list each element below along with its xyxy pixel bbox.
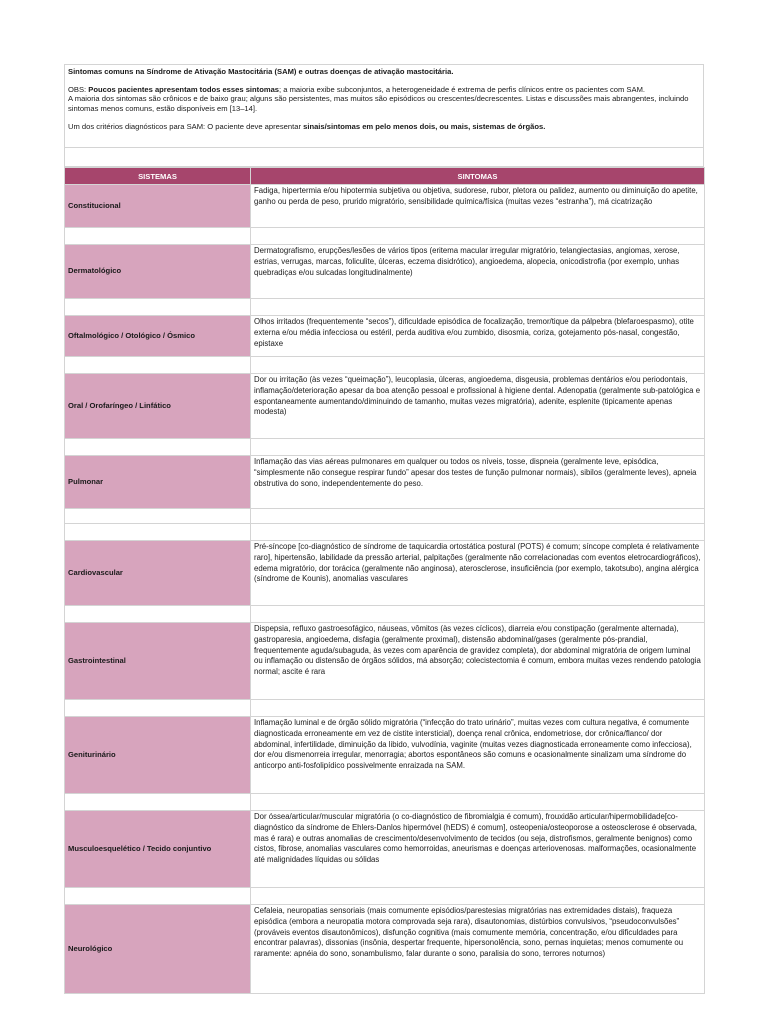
table-row	[65, 905, 705, 994]
intro-cell	[65, 65, 704, 148]
symptoms-cell: Dispepsia, refluxo gastroesofágico, náuseas, vômitos (às vezes cíclicos), diarreia e/ou constipação (geralmente alternada), gastroparesia, angioedema, disfagia (geralmente proximal), distensão abdominal/gases (geralmente pós-prandial, frequentemente aguda/subaguda, às vezes com aparência de gravidez completa), dor abdominal migratória de origem luminal ou inflamação ou distensão de órgãos sólidos, má absorção; colecistectomia é comum, embora muitas vezes rendendo patologia normal; ascite é rara	[251, 623, 705, 700]
table-row	[65, 623, 705, 700]
system-cell: Gastrointestinal	[65, 623, 251, 700]
criteria-paragraph	[68, 122, 700, 131]
system-cell: Geniturinário	[65, 717, 251, 794]
symptoms-cell: Fadiga, hipertermia e/ou hipotermia subjetiva ou objetiva, sudorese, rubor, pletora ou palidez, aumento ou diminuição do apetite, ganho ou perda de peso, prurido migratório, sensibilidade química/física (muitas vezes “estranha”), má cicatrização	[251, 185, 705, 228]
symptoms-table	[64, 167, 705, 994]
table-row	[65, 374, 705, 439]
spacer-row	[65, 439, 705, 456]
table-row	[65, 717, 705, 794]
system-cell: Constitucional	[65, 185, 251, 228]
symptoms-cell: Pré-síncope [co-diagnóstico de síndrome de taquicardia ortostática postural (POTS) é comum; síncope completa é relativamente raro], hipertensão, labilidade da pressão arterial, palpitações (geralmente não correlacionadas com eventos eletrocardiográficos), edema migratório, dor torácica (geralmente não anginosa), aterosclerose, insuficiência (por exemplo, takotsubo), angina alérgica (síndrome de Kounis), anomalias vasculares	[251, 541, 705, 606]
table-row	[65, 316, 705, 357]
criteria-prefix: Um dos critérios diagnósticos para SAM: O paciente deve apresentar	[68, 121, 304, 131]
obs-emphasis: Poucos pacientes apresentam todos esses sintomas	[88, 85, 280, 95]
symptoms-cell: Cefaleia, neuropatias sensoriais (mais comumente episódios/parestesias migratórias nas extremidades distais), fraqueza episódica (embora a neuropatia motora comprovada seja rara), disautonomias, distúrbios convulsivos, “pseudoconvulsões” (prováveis eventos disautonômicos), disfunção cognitiva (mais comumente memória, concentração, e/ou dificuldades para encontrar palavras), dissonias (insônia, despertar frequente, hipersonolência, sono, pernas inquietas; menos comumente ou raramente: apnéia do sono, sonambulismo, falar durante o sono, paralisia do sono, terrores noturnos)	[251, 905, 705, 994]
table-header-row	[65, 168, 705, 185]
spacer-row	[65, 524, 705, 541]
obs-rest: ; a maioria exibe subconjuntos, a heterogeneidade é extrema de perfis clínicos entre os pacientes com SAM.	[279, 85, 645, 95]
symptoms-cell: Dor ou irritação (às vezes “queimação”), leucoplasia, úlceras, angioedema, disgeusia, problemas dentários e/ou periodontais, inflamação/deterioração apesar da boa atenção pessoal e profissional à higiene dental. Adenopatia (geralmente sub-patológica e espontaneamente aumentando/diminuindo de tamanho, muitas vezes migratória), adenite, esplenite (tipicamente apenas modesta)	[251, 374, 705, 439]
system-cell: Cardiovascular	[65, 541, 251, 606]
empty-row	[65, 509, 705, 524]
system-cell: Oral / Orofaríngeo / Linfático	[65, 374, 251, 439]
table-row	[65, 541, 705, 606]
chronic-paragraph: A maioria dos sintomas são crônicos e de baixo grau; alguns são persistentes, mas muitos são episódicos ou crescentes/decrescentes. Listas e discussões mais abrangentes, incluindo sintomas menos comuns, estão disponíveis em [13–14].	[68, 94, 689, 113]
criteria-emphasis: sinais/sintomas em pelo menos dois, ou mais, sistemas de órgãos.	[303, 121, 546, 131]
header-systems: SISTEMAS	[65, 168, 251, 185]
symptoms-cell: Inflamação das vias aéreas pulmonares em qualquer ou todos os níveis, tosse, dispneia (geralmente leve, episódica, “simplesmente não consegue respirar fundo” apesar dos testes de função pulmonar normais), sibilos (geralmente leves), apneia obstrutiva do sono, independentemente do peso.	[251, 456, 705, 509]
spacer-row	[65, 700, 705, 717]
header-symptoms: SINTOMAS	[251, 168, 705, 185]
system-cell: Musculoesquelético / Tecido conjuntivo	[65, 811, 251, 888]
document-title: Sintomas comuns na Síndrome de Ativação Mastocitária (SAM) e outras doenças de ativação mastocitária.	[68, 67, 454, 76]
spacer-row	[65, 606, 705, 623]
spacer-row	[65, 299, 705, 316]
obs-prefix: OBS:	[68, 85, 89, 95]
blank-row	[65, 148, 704, 167]
obs-paragraph	[68, 85, 700, 94]
intro-table	[64, 64, 704, 167]
system-cell: Pulmonar	[65, 456, 251, 509]
system-cell: Dermatológico	[65, 245, 251, 299]
document	[64, 64, 704, 994]
spacer-row	[65, 228, 705, 245]
table-row	[65, 811, 705, 888]
symptoms-cell: Inflamação luminal e de órgão sólido migratória (“infecção do trato urinário”, muitas vezes com cultura negativa, é comumente diagnosticada erroneamente em vez de cistite intersticial), doença renal crônica, endometriose, dor crônica/flanco/ dor abdominal, infertilidade, diminuição da libido, vulvodínia, vaginite (muitas vezes diagnosticada erroneamente como infecciosa), dor e/ou dismenorreia irregular, menorragia; abortos espontâneos são comuns e ocasionalmente sinalizam uma síndrome do anticorpo anti-fosfolipídico possivelmente enraizada na SAM.	[251, 717, 705, 794]
system-cell: Neurológico	[65, 905, 251, 994]
spacer-row	[65, 794, 705, 811]
symptoms-cell: Dermatografismo, erupções/lesões de vários tipos (eritema macular irregular migratório, telangiectasias, angiomas, xerose, estrias, verrugas, marcas, foliculite, úlceras, eczema disidrótico), angioedema, alopecia, onicodistrofia (por exemplo, unhas quebradiças e/ou sulcadas longitudinalmente)	[251, 245, 705, 299]
symptoms-cell: Olhos irritados (frequentemente “secos”), dificuldade episódica de focalização, tremor/tique da pálpebra (blefaroespasmo), otite externa e/ou média infecciosa ou estéril, perda auditiva e/ou zumbido, disosmia, coriza, gotejamento pós-nasal, congestão, epistaxe	[251, 316, 705, 357]
symptoms-cell: Dor óssea/articular/muscular migratória (o co-diagnóstico de fibromialgia é comum), frouxidão articular/hipermobilidade[co-diagnóstico da síndrome de Ehlers-Danlos hipermóvel (hEDS) é comum], osteopenia/osteoporose a osteosclerose é observada, mas é rara) e outras anomalias de crescimento/desenvolvimento de tecidos (ou seja, distrofismos, geralmente benignos) como cistos, fibrose, anomalias vasculares como hemorroidas, aneurismas e doenças arteriovenosas. malformações, ocasionalmente até malignidades líquidas ou sólidas	[251, 811, 705, 888]
spacer-row	[65, 888, 705, 905]
table-row	[65, 185, 705, 228]
table-row	[65, 245, 705, 299]
system-cell: Oftalmológico / Otológico / Ósmico	[65, 316, 251, 357]
table-row	[65, 456, 705, 509]
spacer-row	[65, 357, 705, 374]
